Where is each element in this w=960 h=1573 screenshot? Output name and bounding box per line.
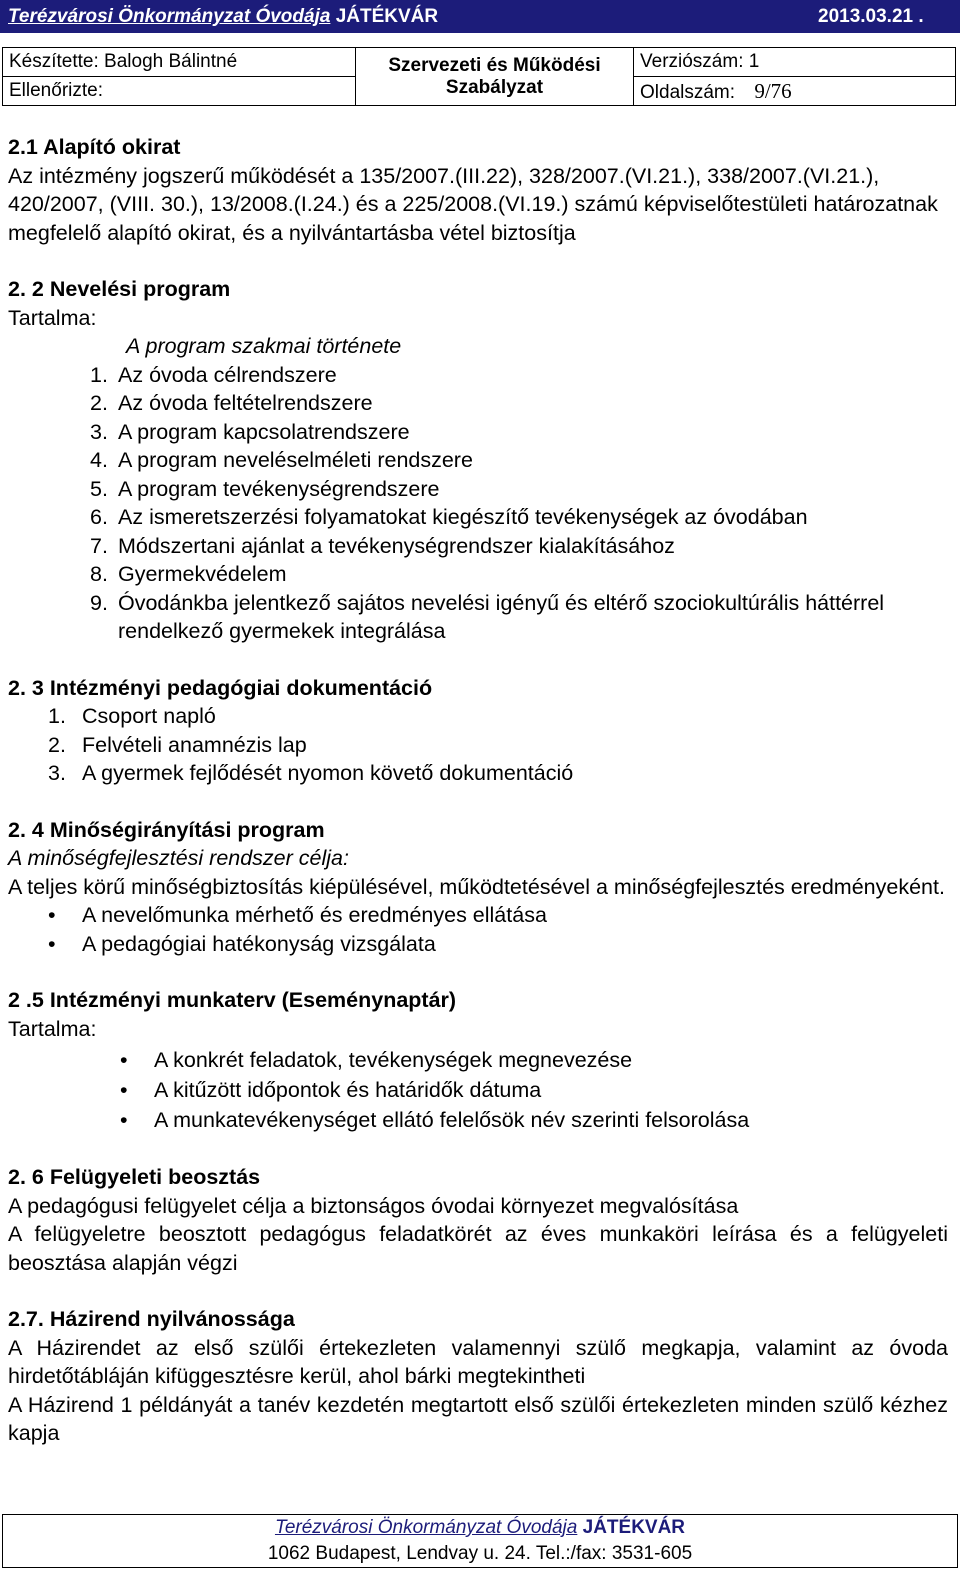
footer-org-bold: JÁTÉKVÁR: [582, 1517, 686, 1538]
bullet-icon: •: [120, 1078, 128, 1102]
list-item: 3. A program kapcsolatrendszere: [90, 419, 410, 444]
bullet-icon: •: [120, 1108, 128, 1132]
list-item: • A pedagógiai hatékonyság vizsgálata: [82, 930, 948, 959]
list-item: 5. A program tevékenységrendszere: [90, 476, 440, 501]
page-number-cell: [634, 77, 956, 106]
section-text: Az intézmény jogszerű működését a 135/2007.(III.22), 328/2007.(VI.21.), 338/2007.(VI.21.), 420/2007, (VIII. 30.), 13/2008.(I.24.) és a 225/2008.(VI.19.) számú képviselőtestületi határozatnak megfelelő alapító okirat, és a nyilvántartásba vétel biztosítja: [8, 163, 938, 245]
list-item: 2. Az óvoda feltételrendszere: [90, 391, 373, 415]
section-heading: 2. 3 Intézményi pedagógiai dokumentáció: [8, 675, 433, 700]
list-item: 3. A gyermek fejlődését nyomon követő dokumentáció: [48, 761, 574, 785]
list-item: • A kitűzött időpontok és határidők dátuma: [154, 1075, 948, 1105]
section-heading: 2.1 Alapító okirat: [8, 135, 181, 159]
list-item: 2. Felvételi anamnézis lap: [48, 732, 307, 757]
section-hazirend: [8, 1305, 948, 1448]
section-nevelesi-program: [8, 275, 948, 646]
list-item: 6. Az ismeretszerzési folyamatokat kiegészítő tevékenységek az óvodában: [90, 505, 808, 529]
program-list: [8, 361, 948, 646]
list-item: 1. Az óvoda célrendszere: [90, 362, 337, 387]
section-munkaterv: [8, 986, 948, 1135]
section-heading: 2. 2 Nevelési program: [8, 277, 231, 301]
doc-title-cell: [356, 48, 634, 106]
contents-label: Tartalma:: [8, 305, 97, 330]
section-heading: 2 .5 Intézményi munkaterv (Eseménynaptár): [8, 988, 457, 1012]
section-text: A Házirend 1 példányát a tanév kezdetén megtartott első szülői értekezleten minden szülő kézhez kapja: [8, 1392, 948, 1445]
doc-title-line1: Szervezeti és Működési: [388, 54, 601, 76]
list-item: • A konkrét feladatok, tevékenységek megnevezése: [154, 1045, 948, 1075]
quality-bullets: [8, 901, 948, 958]
section-pedagogiai-dokumentacio: [8, 674, 948, 788]
list-item: 4. A program neveléselméleti rendszere: [90, 448, 473, 472]
workplan-bullets: [8, 1045, 948, 1135]
list-item: • A munkatevékenységet ellátó felelősök név szerinti felsorolása: [154, 1105, 948, 1135]
footer-org-name: Terézvárosi Önkormányzat Óvodája: [274, 1517, 578, 1538]
section-text: A teljes körű minőségbiztosítás kiépülésével, működtetésével a minőségfejlesztés eredményeként.: [8, 874, 945, 899]
header-org-name: Terézvárosi Önkormányzat Óvodája: [8, 6, 331, 27]
page-label: Oldalszám:: [640, 81, 736, 103]
bullet-icon: •: [48, 903, 56, 927]
quality-subtitle: A minőségfejlesztési rendszer célja:: [8, 846, 349, 870]
section-text: A felügyeletre beosztott pedagógus feladatkörét az éves munkaköri leírása és a felügyeleti beosztása alapján végzi: [8, 1222, 948, 1275]
bullet-icon: •: [48, 931, 56, 956]
section-heading: 2. 6 Felügyeleti beosztás: [8, 1165, 261, 1189]
section-felugyeleti-beosztas: [8, 1163, 948, 1277]
bullet-icon: •: [120, 1048, 128, 1072]
list-item: • A nevelőmunka mérhető és eredményes ellátása: [82, 901, 948, 930]
section-alapito-okirat: [8, 133, 948, 247]
author-cell: Készítette: Balogh Bálintné: [3, 48, 356, 77]
list-item: 7. Módszertani ajánlat a tevékenységrendszer kialakításához: [90, 533, 675, 558]
documentation-list: [8, 702, 948, 788]
list-item: 1. Csoport napló: [48, 704, 216, 728]
list-item: 8. Gyermekvédelem: [90, 562, 287, 586]
section-text: A Házirendet az első szülői értekezleten valamennyi szülő megkapja, valamint az óvoda hirdetőtábláján kifüggesztésre kerül, ahol bárki megtekintheti: [8, 1335, 948, 1388]
section-minosegiranyitas: [8, 816, 948, 959]
header-date: 2013.03.21 .: [818, 6, 924, 27]
document-body: [8, 133, 948, 1448]
version-cell: Verziószám: 1: [634, 48, 956, 77]
checker-cell: Ellenőrizte:: [3, 77, 356, 106]
program-subtitle: A program szakmai története: [126, 334, 402, 358]
header-org-bold: JÁTÉKVÁR: [335, 6, 439, 27]
document-meta-table: [2, 47, 956, 106]
header-org: [8, 6, 438, 28]
footer-org: [3, 1515, 957, 1541]
page-value: 9/76: [754, 78, 792, 103]
page-footer: [2, 1514, 958, 1568]
section-heading: 2.7. Házirend nyilvánossága: [8, 1307, 295, 1331]
list-item: 9. Óvodánkba jelentkező sajátos nevelési igényű és eltérő szociokultúrális háttérrel rendelkező gyermekek integrálása: [90, 590, 885, 643]
section-text: A pedagógusi felügyelet célja a biztonságos óvodai környezet megvalósítása: [8, 1193, 739, 1218]
header-bar: [0, 0, 960, 33]
doc-title-line2: Szabályzat: [445, 76, 544, 98]
section-heading: 2. 4 Minőségirányítási program: [8, 817, 325, 842]
contents-label: Tartalma:: [8, 1016, 97, 1041]
footer-address: 1062 Budapest, Lendvay u. 24. Tel.:/fax: 3531-605: [267, 1543, 693, 1564]
